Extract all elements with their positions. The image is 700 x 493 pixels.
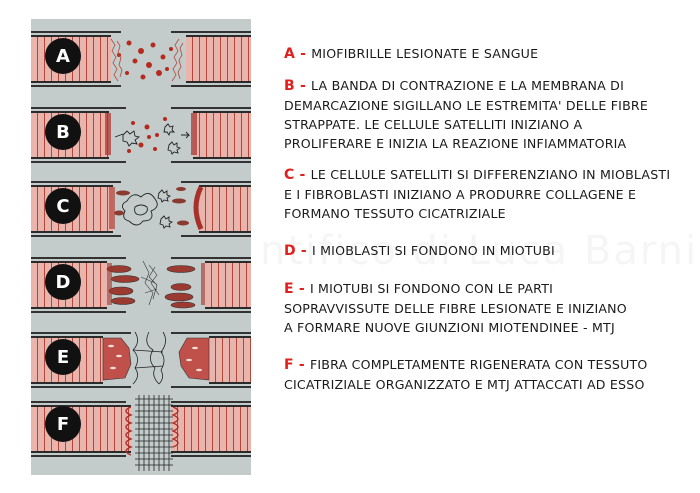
legend-item-c: C - LE CELLULE SATELLITI SI DIFFERENZIANO IN MIOBLASTI E I FIBROBLASTI INIZIANO A PRODURRE COLLAGENE E FORMANO TESSUTO CICATRIZIALE xyxy=(284,167,671,221)
stage-f-illustration xyxy=(31,389,251,465)
legend-item-b: B - LA BANDA DI CONTRAZIONE E LA MEMBRANA DI DEMARCAZIONE SIGILLANO LE ESTREMITA' DELLE FIBRE STRAPPATE. LE CELLULE SATELLITI INIZIANO A PROLIFERARE E INIZIA LA REAZIONE INFIAMMATORIA xyxy=(284,78,649,151)
legend-text-f: FIBRA COMPLETAMENTE RIGENERATA CON TESSUTO CICATRIZIALE ORGANIZZATO E MTJ ATTACCATI AD ESSO xyxy=(284,357,648,392)
legend-letter-e: E xyxy=(284,281,294,297)
legend-text-b: LA BANDA DI CONTRAZIONE E LA MEMBRANA DI DEMARCAZIONE SIGILLANO LE ESTREMITA' DELLE FIBRE STRAPPATE. LE CELLULE SATELLITI INIZIANO A PROLIFERARE E INIZIA LA REAZIONE INFIAMMATORIA xyxy=(284,78,649,151)
stage-d-badge: D xyxy=(45,264,81,300)
legend-text-d: I MIOBLASTI SI FONDONO IN MIOTUBI xyxy=(312,243,555,258)
stage-d-illustration xyxy=(31,247,251,323)
legend-item-d: D - I MIOBLASTI SI FONDONO IN MIOTUBI xyxy=(284,243,555,259)
legend-letter-f: F xyxy=(284,357,294,373)
legend-item-e: E - I MIOTUBI SI FONDONO CON LE PARTI SOPRAVVISSUTE DELLE FIBRE LESIONATE E INIZIANO A FORMARE NUOVE GIUNZIONI MIOTENDINEE - MTJ xyxy=(284,281,627,335)
illustration-panel xyxy=(31,19,251,475)
stage-e-badge: E xyxy=(45,339,81,375)
stage-e-illustration xyxy=(31,322,251,398)
legend-text-c: LE CELLULE SATELLITI SI DIFFERENZIANO IN MIOBLASTI E I FIBROBLASTI INIZIANO A PRODURRE COLLAGENE E FORMANO TESSUTO CICATRIZIALE xyxy=(284,167,671,221)
legend-letter-d: D xyxy=(284,243,296,259)
stage-c-badge: C xyxy=(45,188,81,224)
legend-text-e: I MIOTUBI SI FONDONO CON LE PARTI SOPRAVVISSUTE DELLE FIBRE LESIONATE E INIZIANO A FORMARE NUOVE GIUNZIONI MIOTENDINEE - MTJ xyxy=(284,281,627,335)
stage-b-badge: B xyxy=(45,114,81,150)
stages-legend xyxy=(284,44,684,406)
stage-b-illustration xyxy=(31,97,251,173)
legend-letter-b: B xyxy=(284,78,295,94)
legend-item-f: F - FIBRA COMPLETAMENTE RIGENERATA CON TESSUTO CICATRIZIALE ORGANIZZATO E MTJ ATTACCATI AD ESSO xyxy=(284,357,648,392)
stage-a-illustration xyxy=(31,21,251,97)
legend-item-a: A - MIOFIBRILLE LESIONATE E SANGUE xyxy=(284,46,539,62)
legend-text-a: MIOFIBRILLE LESIONATE E SANGUE xyxy=(311,46,539,61)
legend-letter-a: A xyxy=(284,46,296,62)
stage-c-illustration xyxy=(31,171,251,247)
legend-letter-c: C xyxy=(284,167,295,183)
stage-a-badge: A xyxy=(45,38,81,74)
stage-f-badge: F xyxy=(45,406,81,442)
